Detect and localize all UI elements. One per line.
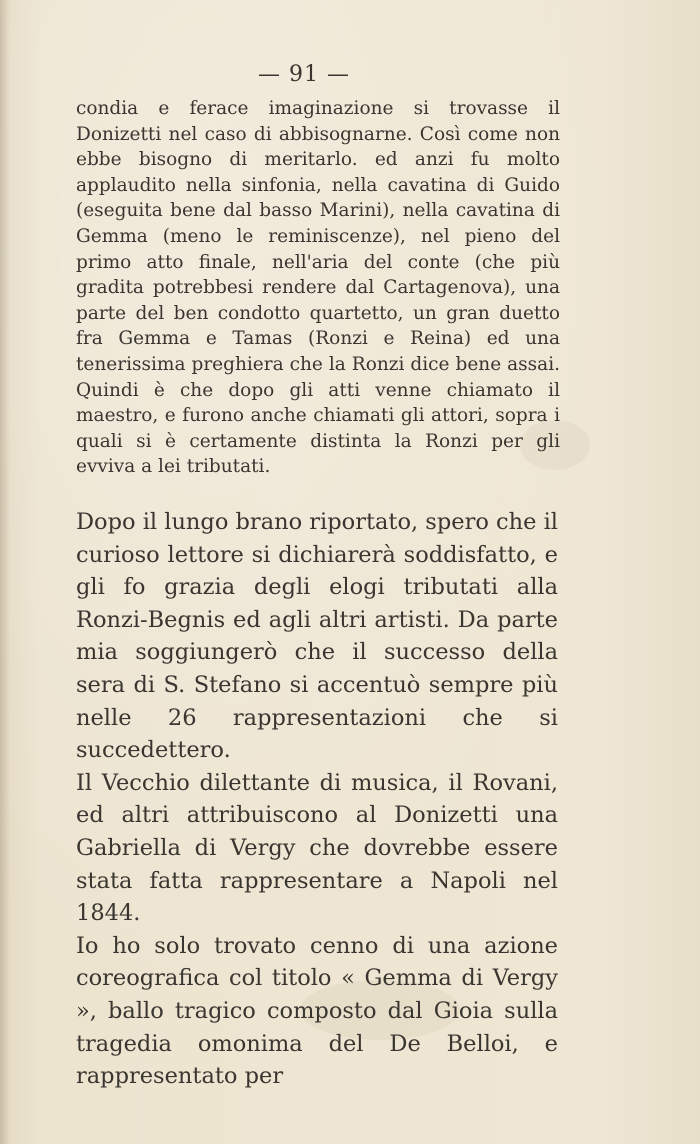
quoted-paragraph: condia e ferace imaginazione si trovasse il Donizetti nel caso di abbisognarne. Così come non ebbe bisogno di meritarlo. ed anzi fu molto applaudito nella sinfonia, nella cavatina di Guido (eseguita bene dal basso Marini), nella cavatina di Gemma (meno le reminiscenze), nel pieno del primo atto finale, nell'aria del conte (che più gradita potrebbesi rendere dal Cartagenova), una parte del ben condotto quartetto, un gran duetto fra Gemma e Tamas (Ronzi e Reina) ed una tenerissima preghiera che la Ronzi dice bene assai. Quindi è che dopo gli atti venne chiamato il maestro, e furono anche chiamati gli attori, sopra i quali si è certamente distinta la Ronzi per gli evviva a lei tributati. [76,98,560,478]
body-paragraph: Dopo il lungo brano riportato, spero che il curioso lettore si dichiarerà soddisfatto, e gli fo grazia degli elogi tributati alla Ronzi-Begnis ed agli altri artisti. Da parte mia soggiungerò che il successo della sera di S. Stefano si accentuò sempre più nelle 26 rappresentazioni che si succedettero. [76,509,558,764]
page-number-text: — 91 — [258,62,350,87]
page-edge-shadow [0,0,10,1144]
body-paragraph: Il Vecchio dilettante di musica, il Rovani, ed altri attribuiscono al Donizetti una Gabriella di Vergy che dovrebbe essere stata fatta rappresentare a Napoli nel 1844. [76,769,558,927]
page-number [0,62,608,87]
body-paragraph: Io ho solo trovato cenno di una azione coreografica col titolo « Gemma di Vergy », ballo tragico composto dal Gioia sulla tragedia omonima del De Belloi, e rappresentato per [76,932,558,1090]
main-text [76,506,558,1093]
quoted-passage [76,96,560,480]
